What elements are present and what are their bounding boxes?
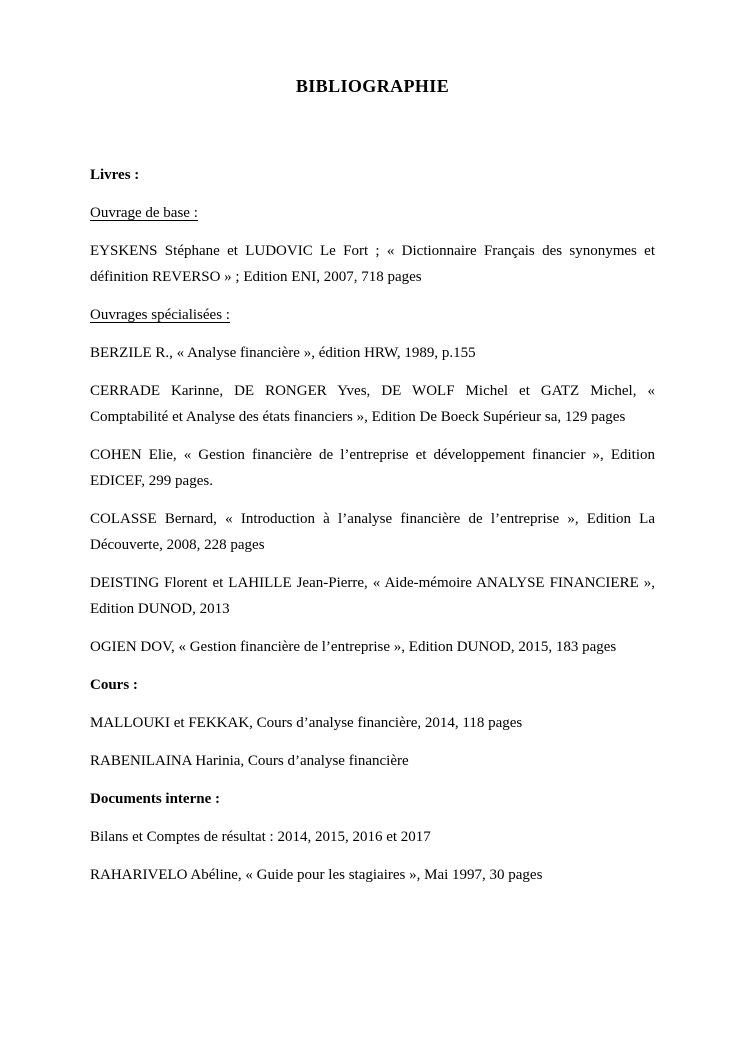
bibliography-entry: MALLOUKI et FEKKAK, Cours d’analyse financière, 2014, 118 pages bbox=[90, 715, 523, 731]
bibliography-entry: RABENILAINA Harinia, Cours d’analyse financière bbox=[90, 753, 409, 769]
bibliography-entry: RAHARIVELO Abéline, « Guide pour les stagiaires », Mai 1997, 30 pages bbox=[90, 867, 543, 883]
bibliography-entry: COLASSE Bernard, « Introduction à l’analyse financière de l’entreprise », Edition La Découverte, 2008, 228 pages bbox=[90, 511, 655, 553]
subsection-heading-ouvrages-specialisees: Ouvrages spécialisées : bbox=[90, 307, 230, 323]
subsection-heading-ouvrage-de-base: Ouvrage de base : bbox=[90, 205, 198, 221]
section-heading-documents-interne: Documents interne : bbox=[90, 791, 220, 807]
section-heading-cours: Cours : bbox=[90, 677, 138, 693]
document-title: BIBLIOGRAPHIE bbox=[295, 76, 450, 96]
bibliography-entry: EYSKENS Stéphane et LUDOVIC Le Fort ; « Dictionnaire Français des synonymes et définition REVERSO » ; Edition ENI, 2007, 718 pages bbox=[90, 243, 655, 285]
bibliography-entry: Bilans et Comptes de résultat : 2014, 2015, 2016 et 2017 bbox=[90, 829, 431, 845]
bibliography-entry: OGIEN DOV, « Gestion financière de l’entreprise », Edition DUNOD, 2015, 183 pages bbox=[90, 639, 617, 655]
bibliography-entry: COHEN Elie, « Gestion financière de l’entreprise et développement financier », Edition EDICEF, 299 pages. bbox=[90, 447, 655, 489]
bibliography-entry: BERZILE R., « Analyse financière », édition HRW, 1989, p.155 bbox=[90, 345, 476, 361]
bibliography-entry: DEISTING Florent et LAHILLE Jean-Pierre, « Aide-mémoire ANALYSE FINANCIERE », Edition DUNOD, 2013 bbox=[90, 575, 655, 617]
bibliography-entry: CERRADE Karinne, DE RONGER Yves, DE WOLF Michel et GATZ Michel, « Comptabilité et Analyse des états financiers », Edition De Boeck Supérieur sa, 129 pages bbox=[90, 383, 655, 425]
section-heading-livres: Livres : bbox=[90, 167, 140, 183]
